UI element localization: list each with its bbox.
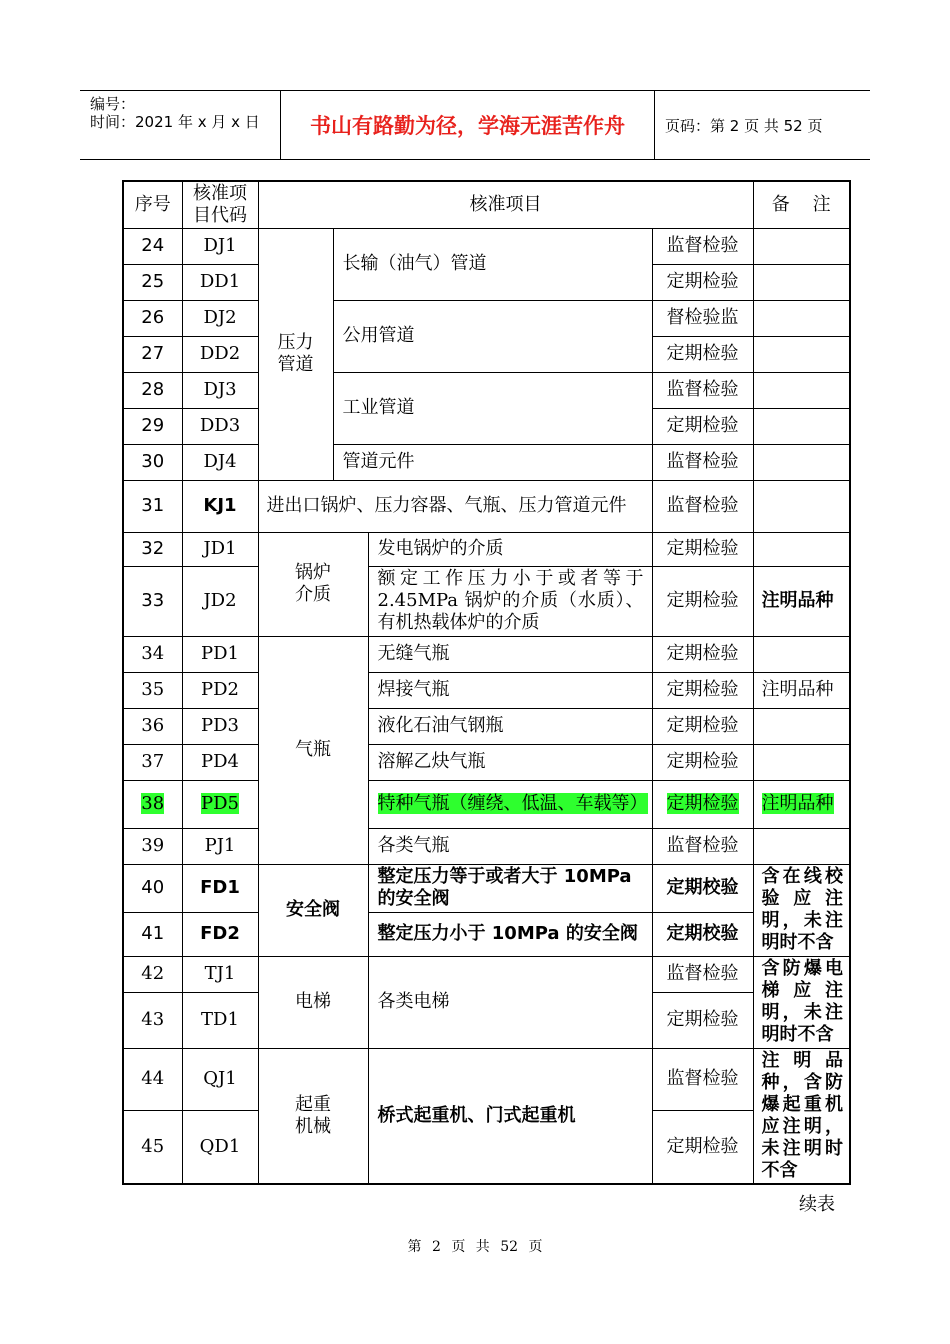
- row-seq: 43: [123, 992, 182, 1048]
- row-code: DD3: [182, 408, 258, 444]
- row-method: 监督检验: [652, 228, 753, 264]
- row-item: 进出口锅炉、压力容器、气瓶、压力管道元件: [258, 480, 652, 532]
- group-elevator: 电梯: [258, 956, 368, 1048]
- group-safety-valve: 安全阀: [258, 864, 368, 956]
- row-method: 定期检验: [652, 532, 753, 566]
- row-note: 含防爆电梯应注明，未注明时不含: [753, 956, 850, 1048]
- row-code: DJ1: [182, 228, 258, 264]
- header-item: 核准项目: [258, 181, 753, 228]
- row-seq: 28: [123, 372, 182, 408]
- footer-word: 页: [528, 1239, 543, 1255]
- approval-items-table: [122, 180, 851, 1185]
- row-note: [753, 828, 850, 864]
- row-note: [753, 480, 850, 532]
- table-row: [123, 708, 850, 744]
- row-code: FD1: [182, 864, 258, 912]
- row-method: 定期检验: [652, 744, 753, 780]
- row-item: 特种气瓶（缠绕、低温、车载等）: [368, 780, 652, 828]
- table-row-highlighted: [123, 780, 850, 828]
- continued-label: 续表: [799, 1194, 835, 1215]
- row-code: FD2: [182, 912, 258, 956]
- row-method: 定期检验: [652, 992, 753, 1048]
- footer-total-pages: 52: [500, 1239, 519, 1255]
- table-row: [123, 480, 850, 532]
- row-method: 监督检验: [652, 372, 753, 408]
- group-boiler-medium: 锅炉介质: [258, 532, 368, 636]
- table-row: [123, 956, 850, 992]
- table-row: [123, 372, 850, 408]
- row-code: TD1: [182, 992, 258, 1048]
- footer-word: 共: [475, 1239, 490, 1255]
- row-code: QD1: [182, 1110, 258, 1184]
- row-note: [753, 636, 850, 672]
- row-code: PD1: [182, 636, 258, 672]
- row-item: 各类电梯: [368, 956, 652, 1048]
- row-note: 注明品种，含防爆起重机应注明，未注明时不含: [753, 1048, 850, 1184]
- row-seq: 41: [123, 912, 182, 956]
- table-header-row: [123, 181, 850, 228]
- row-code: JD2: [182, 566, 258, 636]
- row-item: 各类气瓶: [368, 828, 652, 864]
- row-seq: 40: [123, 864, 182, 912]
- row-item: 额定工作压力小于或者等于 2.45MPa 锅炉的介质（水质）、有机热载体炉的介质: [368, 566, 652, 636]
- row-item: 工业管道: [333, 372, 652, 444]
- row-method: 定期检验: [652, 1110, 753, 1184]
- row-item: 液化石油气钢瓶: [368, 708, 652, 744]
- row-method: 定期检验: [652, 636, 753, 672]
- row-note: [753, 708, 850, 744]
- page-header: [80, 90, 870, 160]
- table-row: [123, 300, 850, 336]
- row-seq: 24: [123, 228, 182, 264]
- row-method: 定期检验: [652, 408, 753, 444]
- header-meta: [80, 91, 281, 159]
- row-item: 整定压力等于或者大于 10MPa 的安全阀: [368, 864, 652, 912]
- row-item: 发电锅炉的介质: [368, 532, 652, 566]
- row-seq: 36: [123, 708, 182, 744]
- row-note: 含在线校验应注明，未注明时不含: [753, 864, 850, 956]
- row-seq: 26: [123, 300, 182, 336]
- row-code: DJ3: [182, 372, 258, 408]
- row-method: 定期检验: [652, 780, 753, 828]
- row-note: [753, 228, 850, 264]
- row-seq: 27: [123, 336, 182, 372]
- table-row: [123, 828, 850, 864]
- row-code: DD1: [182, 264, 258, 300]
- row-note: [753, 744, 850, 780]
- row-code: PD5: [182, 780, 258, 828]
- row-method: 定期检验: [652, 708, 753, 744]
- row-method: 监督检验: [652, 1048, 753, 1110]
- row-item: 长输（油气）管道: [333, 228, 652, 300]
- row-method: 定期检验: [652, 336, 753, 372]
- row-seq: 33: [123, 566, 182, 636]
- row-item: 焊接气瓶: [368, 672, 652, 708]
- row-method: 定期校验: [652, 864, 753, 912]
- table-row: [123, 532, 850, 566]
- footer-word: 页: [451, 1239, 466, 1255]
- row-note: [753, 300, 850, 336]
- row-item: 溶解乙炔气瓶: [368, 744, 652, 780]
- row-item: 无缝气瓶: [368, 636, 652, 672]
- row-code: KJ1: [182, 480, 258, 532]
- footer-page-number: 2: [431, 1239, 441, 1255]
- row-seq: 34: [123, 636, 182, 672]
- row-code: PD2: [182, 672, 258, 708]
- serial-label: 编号：: [90, 95, 136, 113]
- row-method: 监督检验: [652, 828, 753, 864]
- row-code: JD1: [182, 532, 258, 566]
- table-row: [123, 1048, 850, 1110]
- group-pressure-pipe: 压力管道: [258, 228, 333, 480]
- row-note: [753, 372, 850, 408]
- row-seq: 35: [123, 672, 182, 708]
- row-seq: 32: [123, 532, 182, 566]
- row-note: [753, 532, 850, 566]
- table-row: [123, 864, 850, 912]
- group-cylinder: 气瓶: [258, 636, 368, 864]
- row-code: TJ1: [182, 956, 258, 992]
- row-code: QJ1: [182, 1048, 258, 1110]
- row-item: 整定压力小于 10MPa 的安全阀: [368, 912, 652, 956]
- row-seq: 25: [123, 264, 182, 300]
- row-method: 督检验监: [652, 300, 753, 336]
- table-row: [123, 636, 850, 672]
- row-code: DJ2: [182, 300, 258, 336]
- row-note: 注明品种: [753, 566, 850, 636]
- header-seq: 序号: [123, 181, 182, 228]
- table-row: [123, 444, 850, 480]
- row-method: 定期检验: [652, 672, 753, 708]
- time-label: 时间：2021 年 x 月 x 日: [90, 113, 260, 131]
- group-crane: 起重机械: [258, 1048, 368, 1184]
- row-item: 管道元件: [333, 444, 652, 480]
- row-seq: 31: [123, 480, 182, 532]
- table-row: [123, 228, 850, 264]
- row-note: [753, 444, 850, 480]
- header-motto: 书山有路勤为径，学海无涯苦作舟: [281, 91, 655, 159]
- header-code: 核准项目代码: [182, 181, 258, 228]
- row-method: 监督检验: [652, 956, 753, 992]
- row-seq: 30: [123, 444, 182, 480]
- row-method: 监督检验: [652, 480, 753, 532]
- row-seq: 38: [123, 780, 182, 828]
- row-item: 桥式起重机、门式起重机: [368, 1048, 652, 1184]
- row-code: PD3: [182, 708, 258, 744]
- table-row: [123, 566, 850, 636]
- row-method: 定期检验: [652, 566, 753, 636]
- row-seq: 45: [123, 1110, 182, 1184]
- header-page-info: 页码：第 2 页 共 52 页: [665, 116, 823, 135]
- table-row: [123, 672, 850, 708]
- row-method: 监督检验: [652, 444, 753, 480]
- row-note: 注明品种: [753, 780, 850, 828]
- row-code: DD2: [182, 336, 258, 372]
- row-seq: 42: [123, 956, 182, 992]
- row-seq: 37: [123, 744, 182, 780]
- row-code: PD4: [182, 744, 258, 780]
- row-note: [753, 336, 850, 372]
- row-code: DJ4: [182, 444, 258, 480]
- row-seq: 44: [123, 1048, 182, 1110]
- header-note: 备 注: [753, 181, 850, 228]
- row-seq: 39: [123, 828, 182, 864]
- row-note: [753, 408, 850, 444]
- row-seq: 29: [123, 408, 182, 444]
- row-code: PJ1: [182, 828, 258, 864]
- table-row: [123, 912, 850, 956]
- row-method: 定期校验: [652, 912, 753, 956]
- page-footer: [0, 1236, 950, 1256]
- row-note: 注明品种: [753, 672, 850, 708]
- row-note: [753, 264, 850, 300]
- footer-word: 第: [407, 1239, 422, 1255]
- table-row: [123, 744, 850, 780]
- row-item: 公用管道: [333, 300, 652, 372]
- row-method: 定期检验: [652, 264, 753, 300]
